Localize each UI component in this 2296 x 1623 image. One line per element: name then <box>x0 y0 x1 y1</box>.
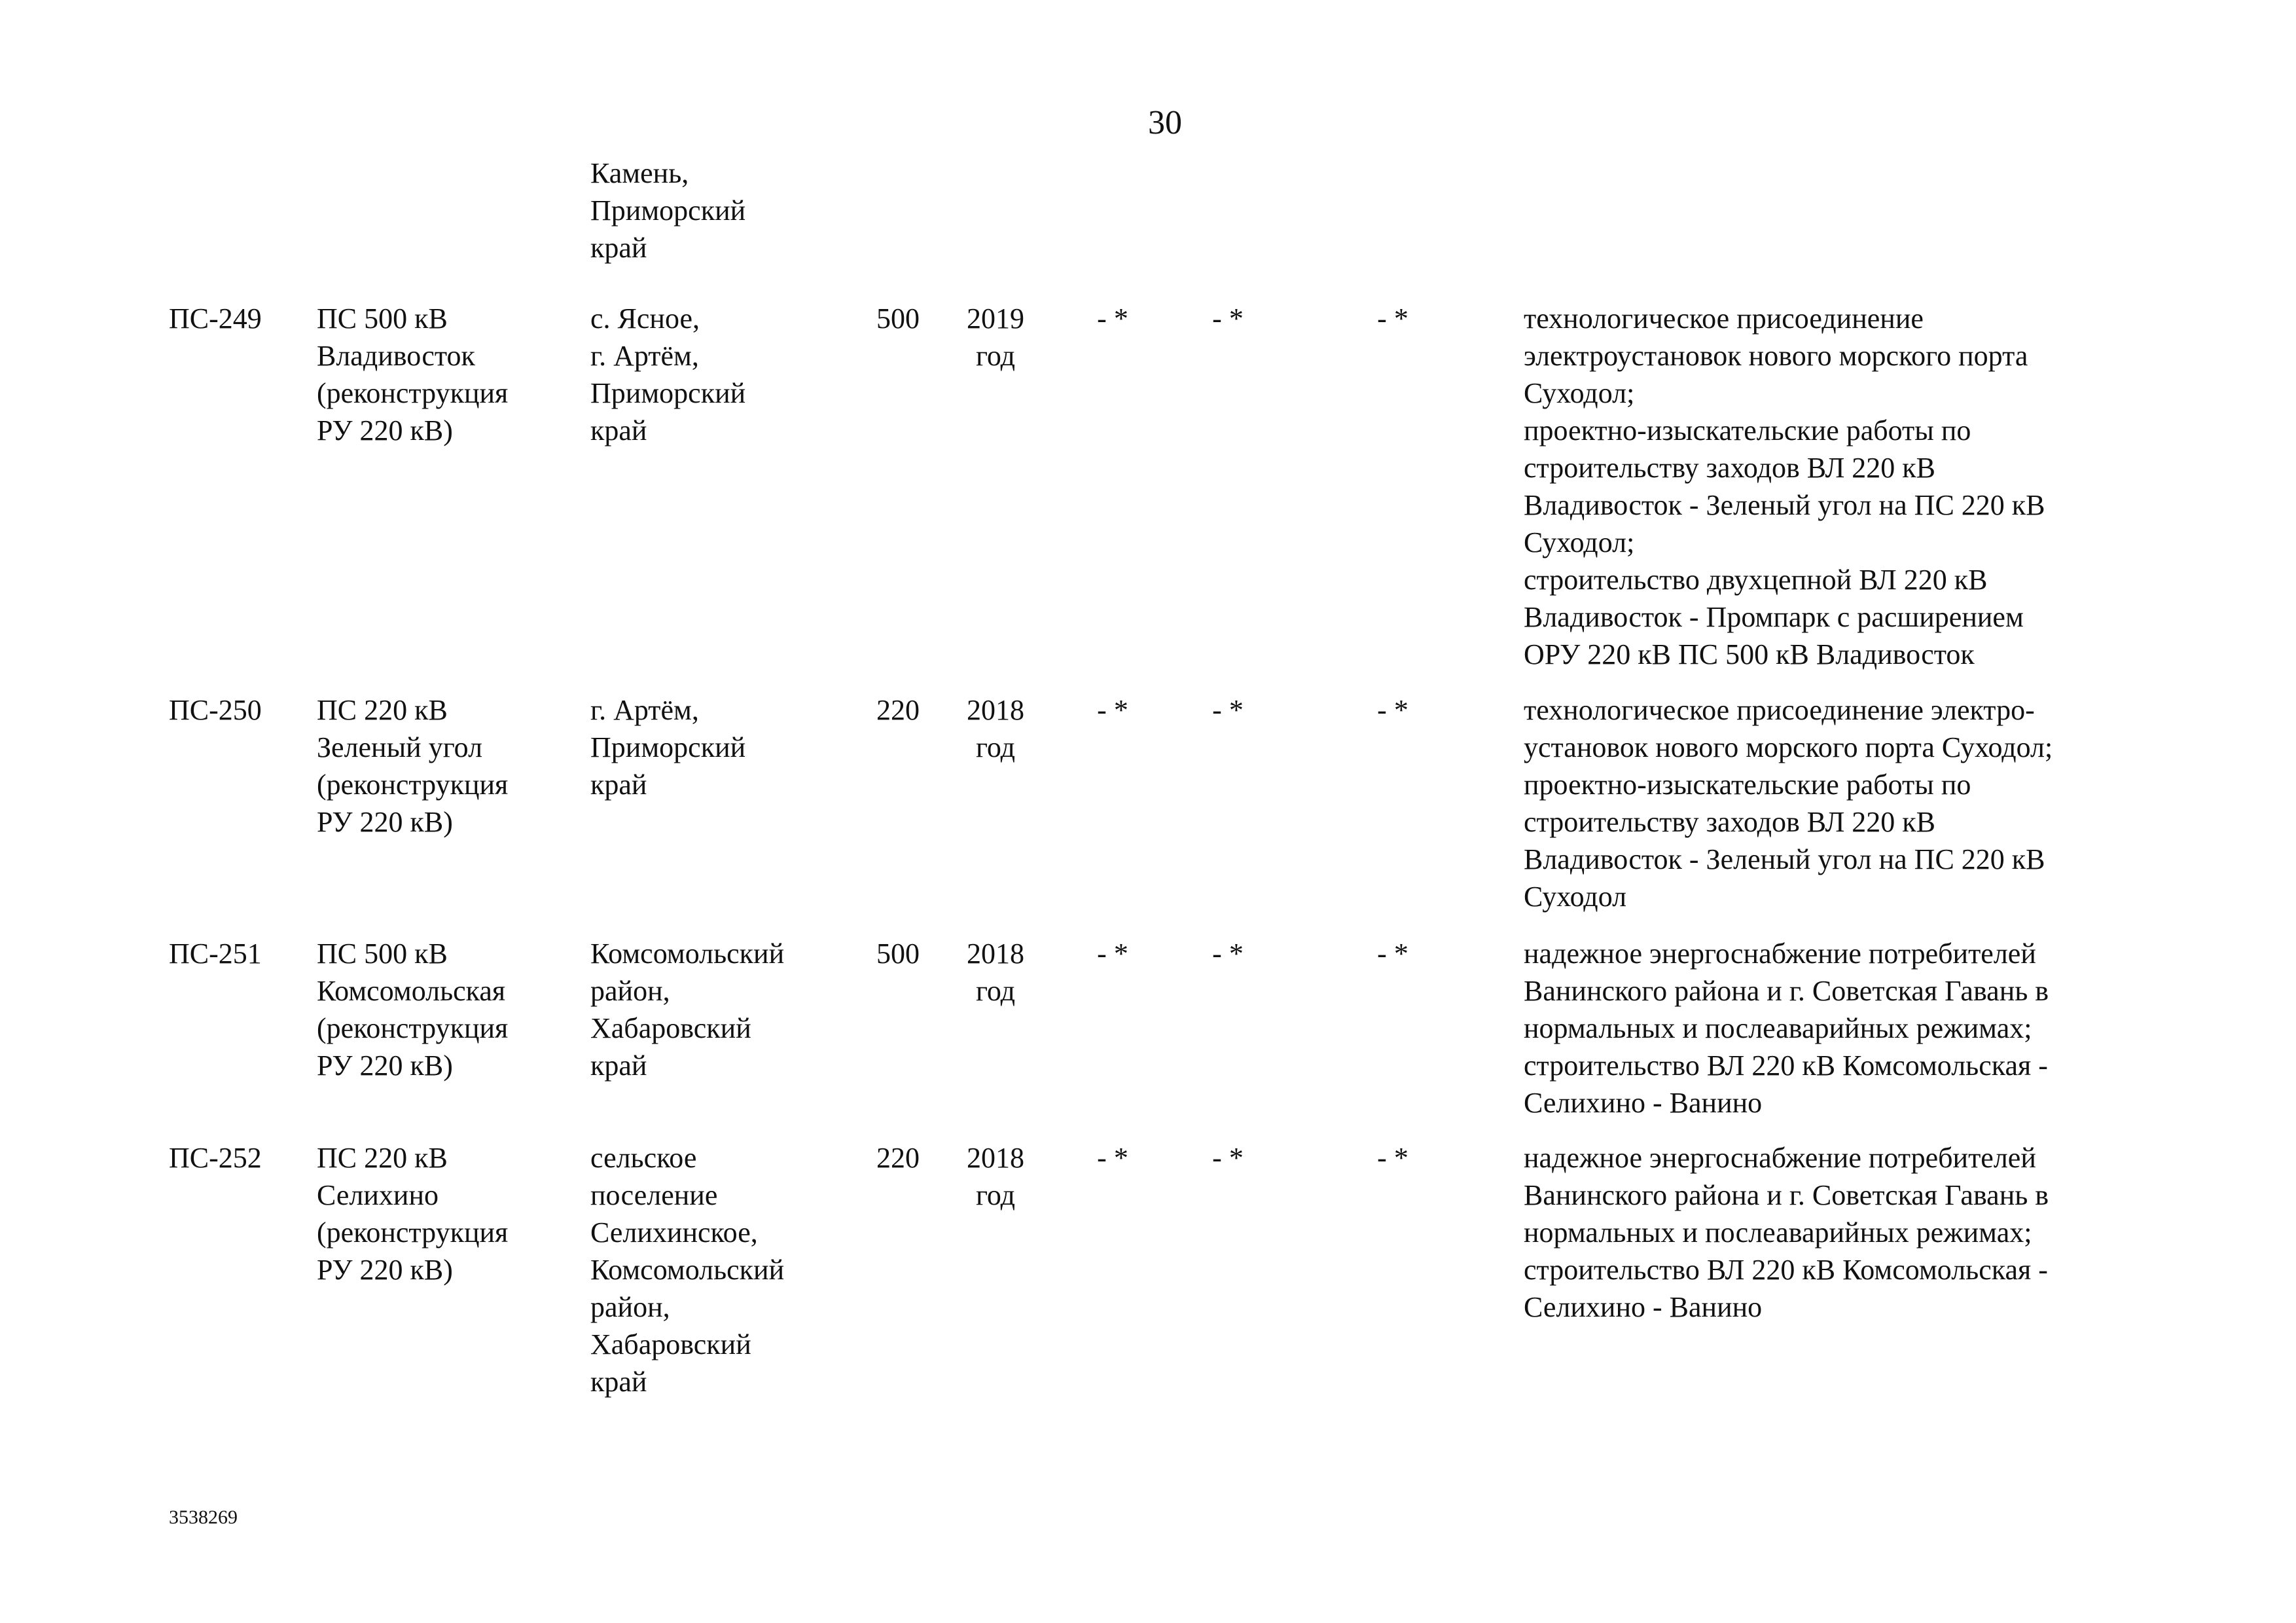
purpose: технологическое присоединение электроустановок нового морского порта Суходол; проектно-изыскательские работы по строительству заходов ВЛ 220 кВ Владивосток - Зеленый угол на ПС 220 кВ Суходол; строительство двухцепной ВЛ 220 кВ Владивосток - Промпарк с расширением ОРУ 220 кВ ПС 500 кВ Владивосток <box>1524 302 2045 670</box>
voltage-kv: 500 <box>876 938 920 970</box>
substation-name: ПС 220 кВ Зеленый угол (реконструкция РУ 220 кВ) <box>317 694 509 838</box>
value-col-c: - * <box>1377 938 1408 970</box>
commissioning-year: 2018 год <box>967 694 1024 763</box>
substation-code: ПС-251 <box>169 938 262 970</box>
value-col-a: - * <box>1097 1142 1128 1174</box>
substation-location: г. Артём, Приморский край <box>590 694 746 801</box>
value-col-c: - * <box>1377 302 1408 335</box>
substation-code: ПС-250 <box>169 694 262 726</box>
value-col-b: - * <box>1212 694 1244 726</box>
voltage-kv: 500 <box>876 302 920 335</box>
page-number: 30 <box>1148 104 1182 141</box>
commissioning-year: 2018 год <box>967 938 1024 1007</box>
value-col-b: - * <box>1212 938 1244 970</box>
substation-name: ПС 220 кВ Селихино (реконструкция РУ 220 кВ) <box>317 1142 509 1286</box>
substation-code: ПС-252 <box>169 1142 262 1174</box>
value-col-c: - * <box>1377 1142 1408 1174</box>
substation-location: с. Ясное, г. Артём, Приморский край <box>590 302 746 447</box>
continued-location-cell <box>590 155 745 266</box>
value-col-c: - * <box>1377 694 1408 726</box>
voltage-kv: 220 <box>876 1142 920 1174</box>
purpose: технологическое присоединение электро- установок нового морского порта Суходол; проектно-изыскательские работы по строительству заходов ВЛ 220 кВ Владивосток - Зеленый угол на ПС 220 кВ Суходол <box>1524 694 2053 913</box>
substation-code: ПС-249 <box>169 302 262 335</box>
commissioning-year: 2018 год <box>967 1142 1024 1211</box>
substation-name: ПС 500 кВ Владивосток (реконструкция РУ 220 кВ) <box>317 302 509 447</box>
continued-location-line: Камень, <box>590 157 689 189</box>
commissioning-year: 2019 год <box>967 302 1024 372</box>
voltage-kv: 220 <box>876 694 920 726</box>
continued-location-line: Приморский <box>590 194 746 227</box>
value-col-a: - * <box>1097 694 1128 726</box>
purpose: надежное энергоснабжение потребителей Ванинского района и г. Советская Гавань в нормальных и послеаварийных режимах; строительство ВЛ 220 кВ Комсомольская - Селихино - Ванино <box>1524 938 2049 1119</box>
value-col-b: - * <box>1212 1142 1244 1174</box>
value-col-a: - * <box>1097 302 1128 335</box>
value-col-a: - * <box>1097 938 1128 970</box>
substation-location: сельское поселение Селихинское, Комсомольский район, Хабаровский край <box>590 1142 785 1398</box>
substation-name: ПС 500 кВ Комсомольская (реконструкция РУ 220 кВ) <box>317 938 509 1082</box>
value-col-b: - * <box>1212 302 1244 335</box>
substation-location: Комсомольский район, Хабаровский край <box>590 938 785 1082</box>
purpose: надежное энергоснабжение потребителей Ванинского района и г. Советская Гавань в нормальных и послеаварийных режимах; строительство ВЛ 220 кВ Комсомольская - Селихино - Ванино <box>1524 1142 2049 1323</box>
continued-location-line: край <box>590 232 647 264</box>
document-number: 3538269 <box>169 1506 238 1528</box>
